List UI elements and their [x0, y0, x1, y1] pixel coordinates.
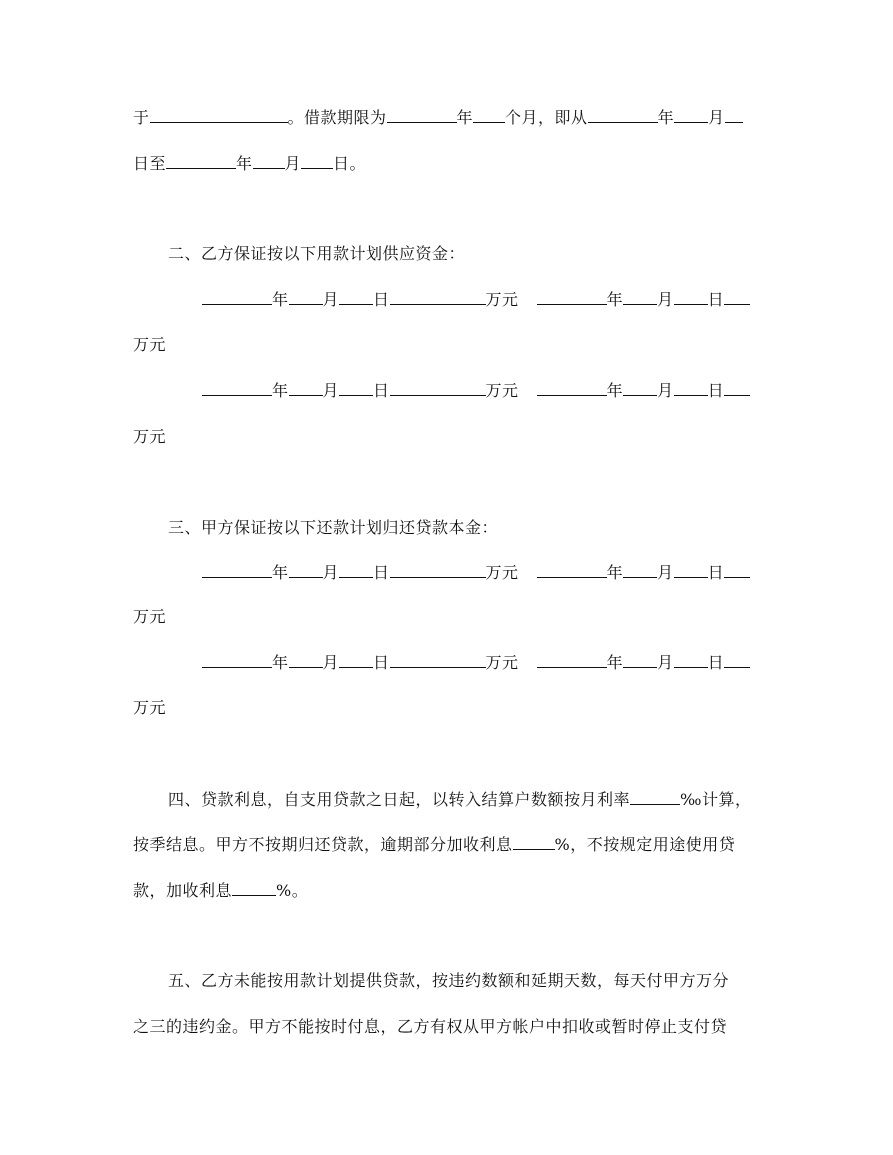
text: 日。 — [333, 154, 367, 173]
text: 年 — [657, 108, 675, 127]
text: 年 — [272, 381, 289, 400]
text: 年 — [606, 653, 624, 672]
clause4-line1 — [168, 789, 752, 810]
unit-wanyuan: 万元 — [133, 335, 167, 354]
blank-amount — [390, 652, 486, 668]
blank-year — [537, 289, 607, 305]
blank-month — [289, 652, 323, 668]
blank-day — [674, 289, 708, 305]
schedule-row — [202, 289, 750, 310]
blank-year — [588, 107, 658, 123]
text: 日 — [707, 563, 725, 582]
text: 款，加收利息 — [133, 881, 233, 900]
blank-month — [623, 562, 657, 578]
text: 日 — [707, 381, 725, 400]
text: 年 — [606, 563, 624, 582]
blank-amount — [390, 380, 486, 396]
unit-wanyuan: 万元 — [133, 427, 167, 446]
blank-month — [289, 380, 323, 396]
blank-day — [339, 289, 373, 305]
text: 日至 — [133, 154, 167, 173]
text: 万元 — [485, 563, 519, 582]
blank-day — [674, 562, 708, 578]
text: 日 — [373, 563, 390, 582]
schedule-row — [202, 380, 750, 401]
blank-year — [202, 562, 272, 578]
text: 月 — [657, 653, 674, 672]
blank-month — [674, 107, 708, 123]
text: 万元 — [485, 290, 519, 309]
unit-wanyuan: 万元 — [133, 698, 167, 717]
blank-month — [289, 289, 323, 305]
blank-month — [253, 153, 285, 169]
text: 日 — [373, 290, 390, 309]
blank-month — [623, 380, 657, 396]
text: 年 — [606, 290, 624, 309]
blank-year — [387, 107, 457, 123]
text: 万元 — [485, 381, 519, 400]
blank-amount — [390, 562, 486, 578]
text: %。 — [276, 881, 309, 900]
blank-year — [202, 380, 272, 396]
text: 万元 — [485, 653, 519, 672]
blank-day — [725, 107, 743, 123]
blank-day — [339, 562, 373, 578]
clause1-line2 — [133, 153, 366, 174]
blank-year — [202, 652, 272, 668]
blank-lender — [150, 107, 288, 123]
schedule-row — [202, 652, 750, 673]
text: 月 — [657, 290, 674, 309]
text: 个月，即从 — [505, 108, 588, 127]
blank-month — [623, 652, 657, 668]
blank-year — [537, 380, 607, 396]
text: 按季结息。甲方不按期归还贷款，逾期部分加收利息 — [133, 835, 513, 854]
text: 年 — [606, 381, 624, 400]
text: 月 — [322, 381, 340, 400]
clause5-line2: 之三的违约金。甲方不能按时付息，乙方有权从甲方帐户中扣收或暂时停止支付贷 — [133, 1017, 728, 1036]
text: 日 — [373, 381, 390, 400]
text: 月 — [657, 563, 674, 582]
text: %，不按规定用途使用贷 — [554, 835, 736, 854]
text: 日 — [707, 290, 725, 309]
blank-year — [202, 289, 272, 305]
clause1-line1 — [133, 107, 743, 128]
blank-num — [473, 107, 505, 123]
text: 月 — [657, 381, 674, 400]
blank-month — [289, 562, 323, 578]
text: 月 — [284, 154, 302, 173]
text: 月 — [322, 563, 340, 582]
text: 年 — [272, 653, 289, 672]
blank-rate — [630, 789, 680, 805]
unit-wanyuan: 万元 — [133, 607, 167, 626]
clause4-line2 — [133, 834, 735, 855]
blank-rate — [513, 834, 555, 850]
blank-rate — [232, 880, 276, 896]
text: 。借款期限为 — [287, 108, 387, 127]
text: 月 — [322, 290, 340, 309]
clause4-line3 — [133, 880, 308, 901]
blank-year — [166, 153, 236, 169]
text: 日 — [707, 653, 725, 672]
clause3-heading: 三、甲方保证按以下还款计划归还贷款本金： — [168, 518, 499, 537]
text: 年 — [272, 563, 289, 582]
blank-amount — [724, 652, 750, 668]
blank-amount — [724, 562, 750, 578]
text: 四、贷款利息，自支用贷款之日起，以转入结算户数额按月利率 — [168, 790, 631, 809]
text: 年 — [272, 290, 289, 309]
blank-day — [674, 380, 708, 396]
blank-year — [537, 652, 607, 668]
text: 年 — [456, 108, 474, 127]
blank-day — [301, 153, 333, 169]
schedule-row — [202, 562, 750, 583]
blank-year — [537, 562, 607, 578]
text: ‰计算， — [680, 790, 752, 809]
blank-day — [339, 380, 373, 396]
text: 日 — [373, 653, 390, 672]
text: 于 — [133, 108, 150, 127]
text: 月 — [708, 108, 725, 127]
blank-amount — [390, 289, 486, 305]
blank-amount — [724, 380, 750, 396]
text: 月 — [322, 653, 340, 672]
text: 年 — [236, 154, 253, 173]
blank-amount — [724, 289, 750, 305]
blank-day — [674, 652, 708, 668]
clause5-line1: 五、乙方未能按用款计划提供贷款，按违约数额和延期天数，每天付甲方万分 — [168, 971, 730, 990]
blank-month — [623, 289, 657, 305]
blank-day — [339, 652, 373, 668]
clause2-heading: 二、乙方保证按以下用款计划供应资金： — [168, 244, 466, 263]
